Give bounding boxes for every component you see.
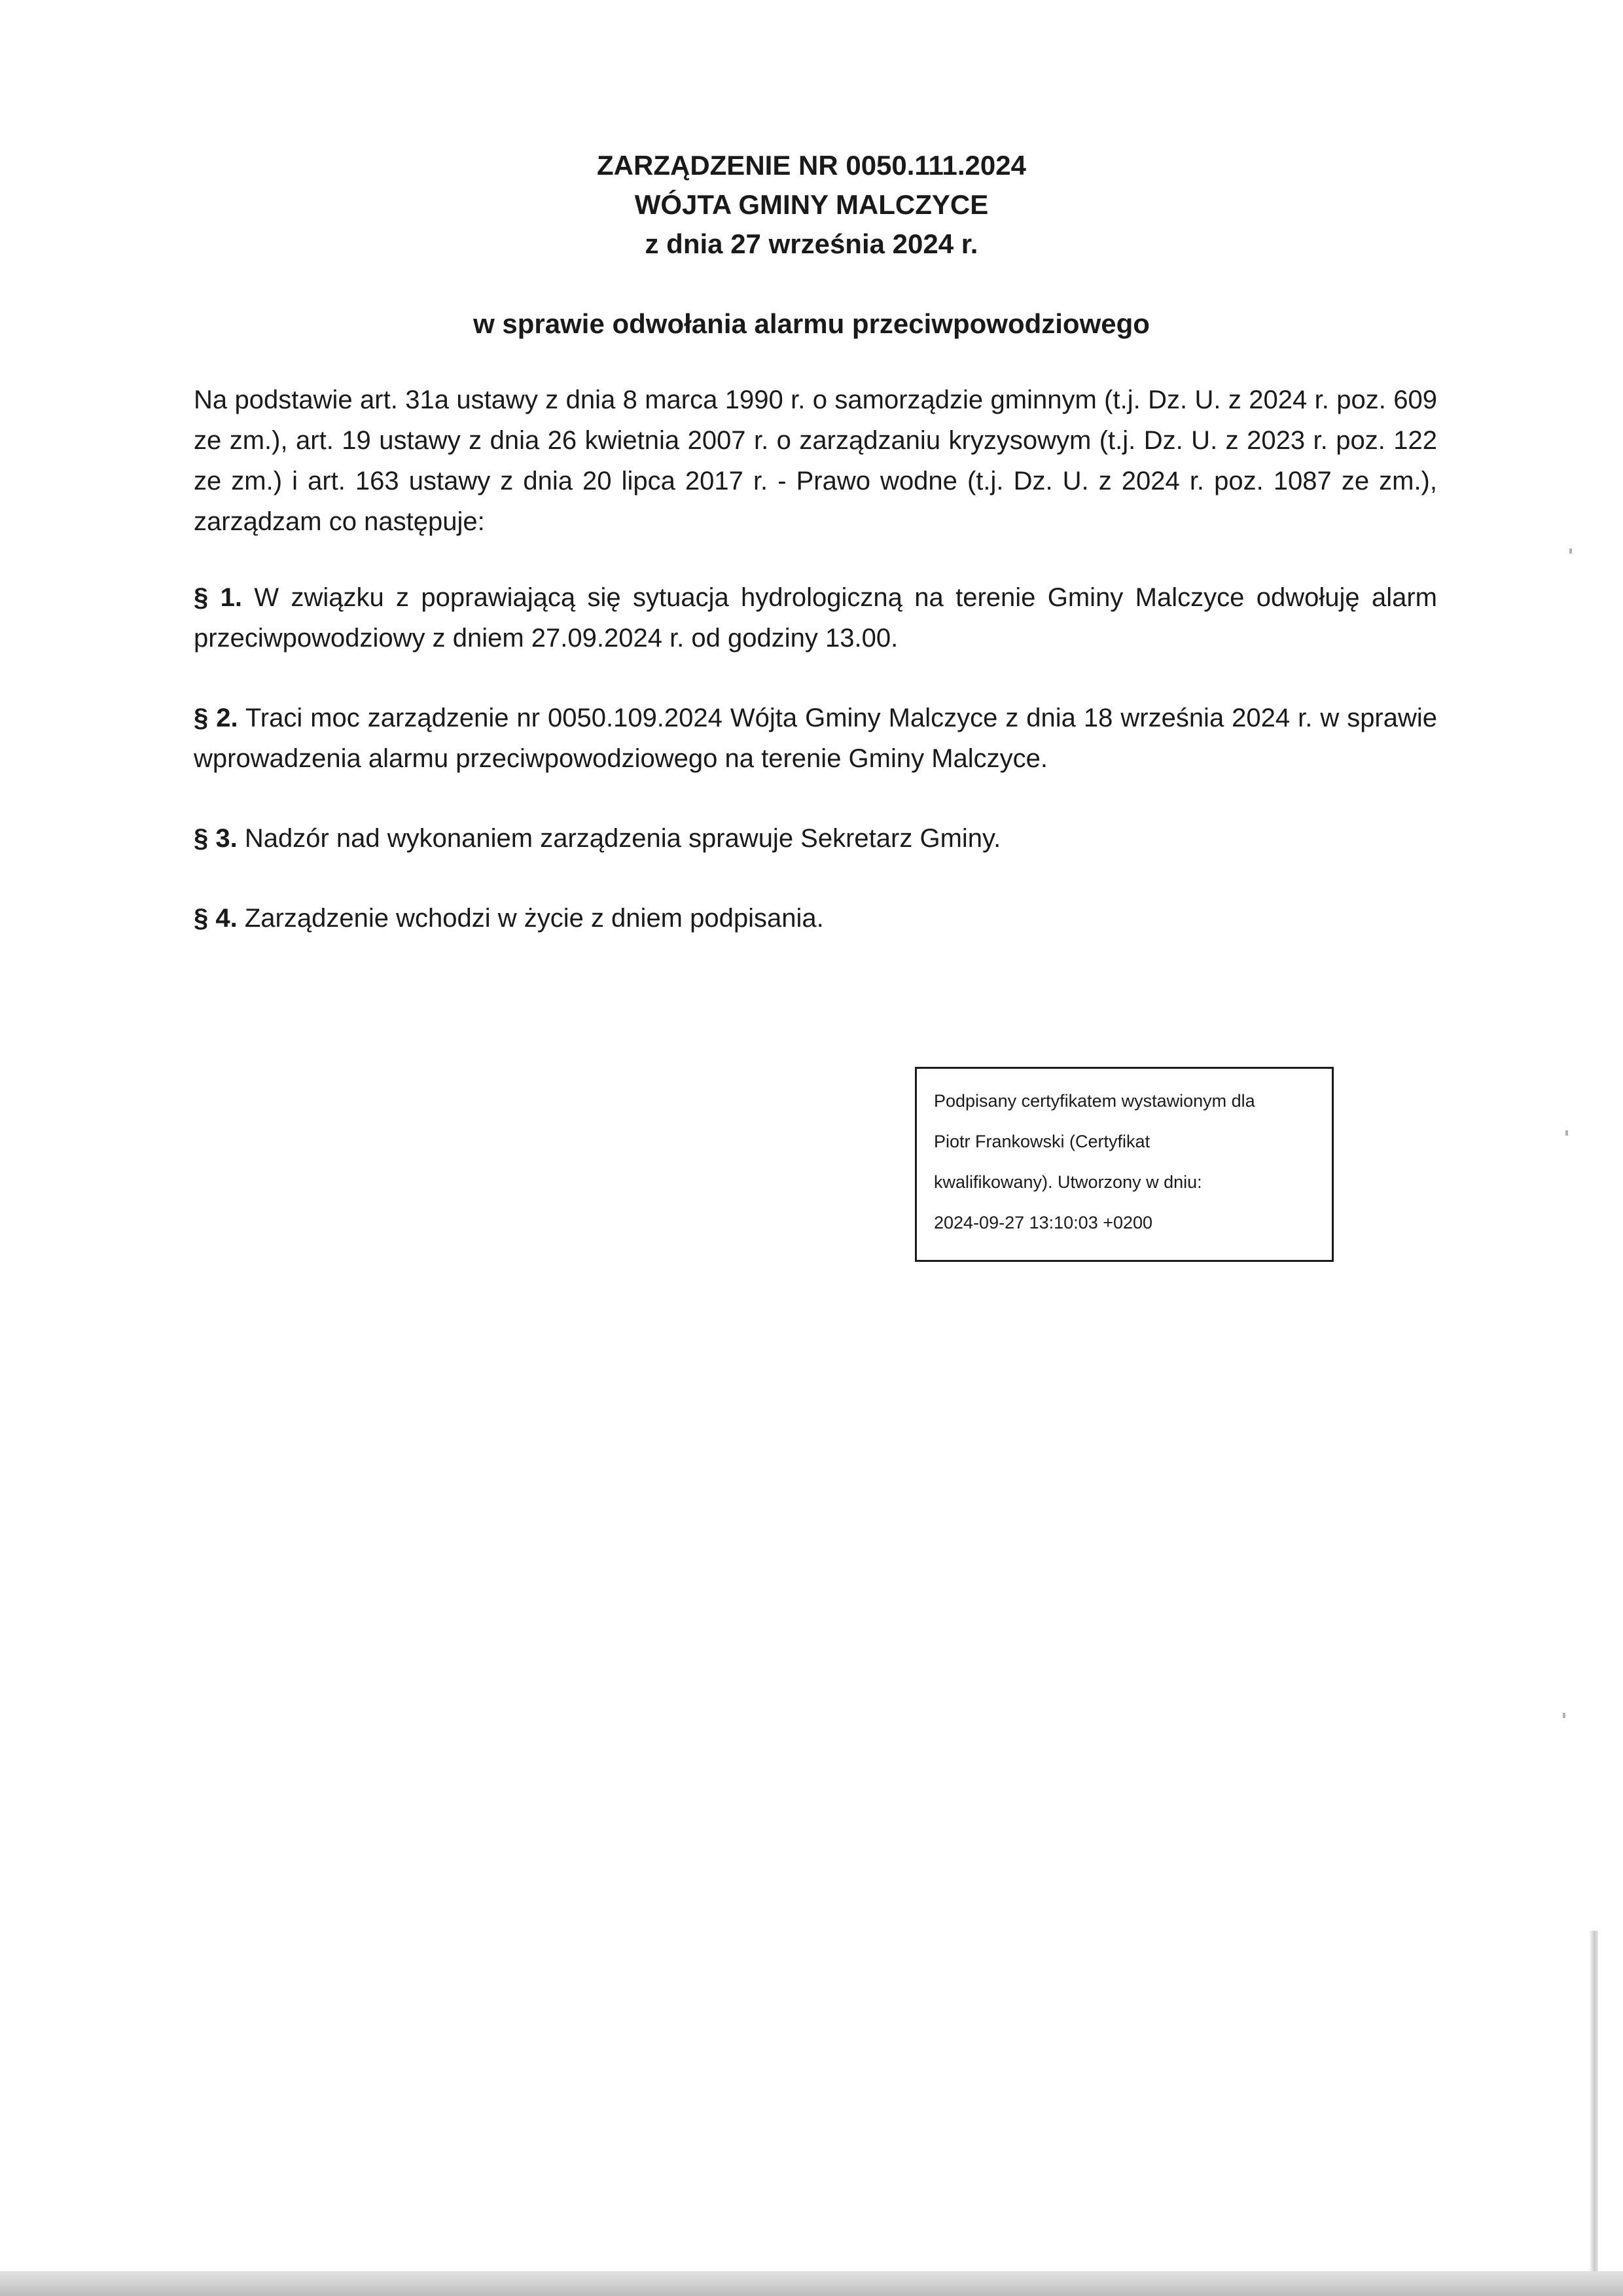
paragraph-mark: § 3.: [194, 824, 238, 853]
paragraph-1: [194, 577, 1437, 658]
document-title: ZARZĄDZENIE NR 0050.111.2024: [597, 150, 1026, 181]
signature-timestamp: 2024-09-27 13:10:03 +0200: [934, 1213, 1153, 1232]
paragraph-3: [194, 818, 1437, 859]
paragraph-text: Zarządzenie wchodzi w życie z dniem podpisania.: [244, 904, 824, 933]
paragraph-4: [194, 898, 1437, 939]
document-issuer: WÓJTA GMINY MALCZYCE: [634, 189, 989, 220]
legal-basis-paragraph: Na podstawie art. 31a ustawy z dnia 8 marca 1990 r. o samorządzie gminnym (t.j. Dz. U. z 2024 r. poz. 609 ze zm.), art. 19 ustawy z dnia 26 kwietnia 2007 r. o zarządzaniu kryzysowym (t.j. Dz. U. z 2023 r. poz. 122 ze zm.) i art. 163 ustawy z dnia 20 lipca 2017 r. - Prawo wodne (t.j. Dz. U. z 2024 r. poz. 1087 ze zm.), zarządzam co następuje:: [194, 386, 1437, 536]
scan-speck: [1565, 1130, 1568, 1136]
document-date: z dnia 27 września 2024 r.: [645, 228, 978, 259]
paragraph-text: Traci moc zarządzenie nr 0050.109.2024 Wójta Gminy Malczyce z dnia 18 września 2024 r. w sprawie wprowadzenia alarmu przeciwpowodziowego na terenie Gminy Malczyce.: [194, 704, 1438, 773]
electronic-signature-box: [915, 1067, 1334, 1262]
scan-speck: [1563, 1713, 1565, 1718]
paragraph-mark: § 2.: [194, 704, 238, 732]
paragraph-text: W związku z poprawiającą się sytuacja hydrologiczną na terenie Gminy Malczyce odwołuję alarm przeciwpowodziowy z dniem 27.09.2024 r. od godziny 13.00.: [194, 583, 1437, 653]
signature-line: Podpisany certyfikatem wystawionym dla: [934, 1091, 1255, 1111]
paragraph-mark: § 4.: [194, 904, 238, 933]
scan-speck: [1569, 548, 1572, 554]
paragraph-mark: § 1.: [194, 583, 242, 612]
signature-line: kwalifikowany). Utworzony w dniu:: [934, 1172, 1202, 1192]
signature-line: Piotr Frankowski (Certyfikat: [934, 1132, 1150, 1151]
scan-shadow-bottom: [0, 2271, 1623, 2296]
paragraph-text: Nadzór nad wykonaniem zarządzenia sprawuje Sekretarz Gminy.: [244, 824, 1001, 853]
scan-shadow-right: [1589, 1931, 1598, 2284]
document-subject: w sprawie odwołania alarmu przeciwpowodziowego: [473, 308, 1150, 339]
paragraph-2: [194, 698, 1437, 779]
